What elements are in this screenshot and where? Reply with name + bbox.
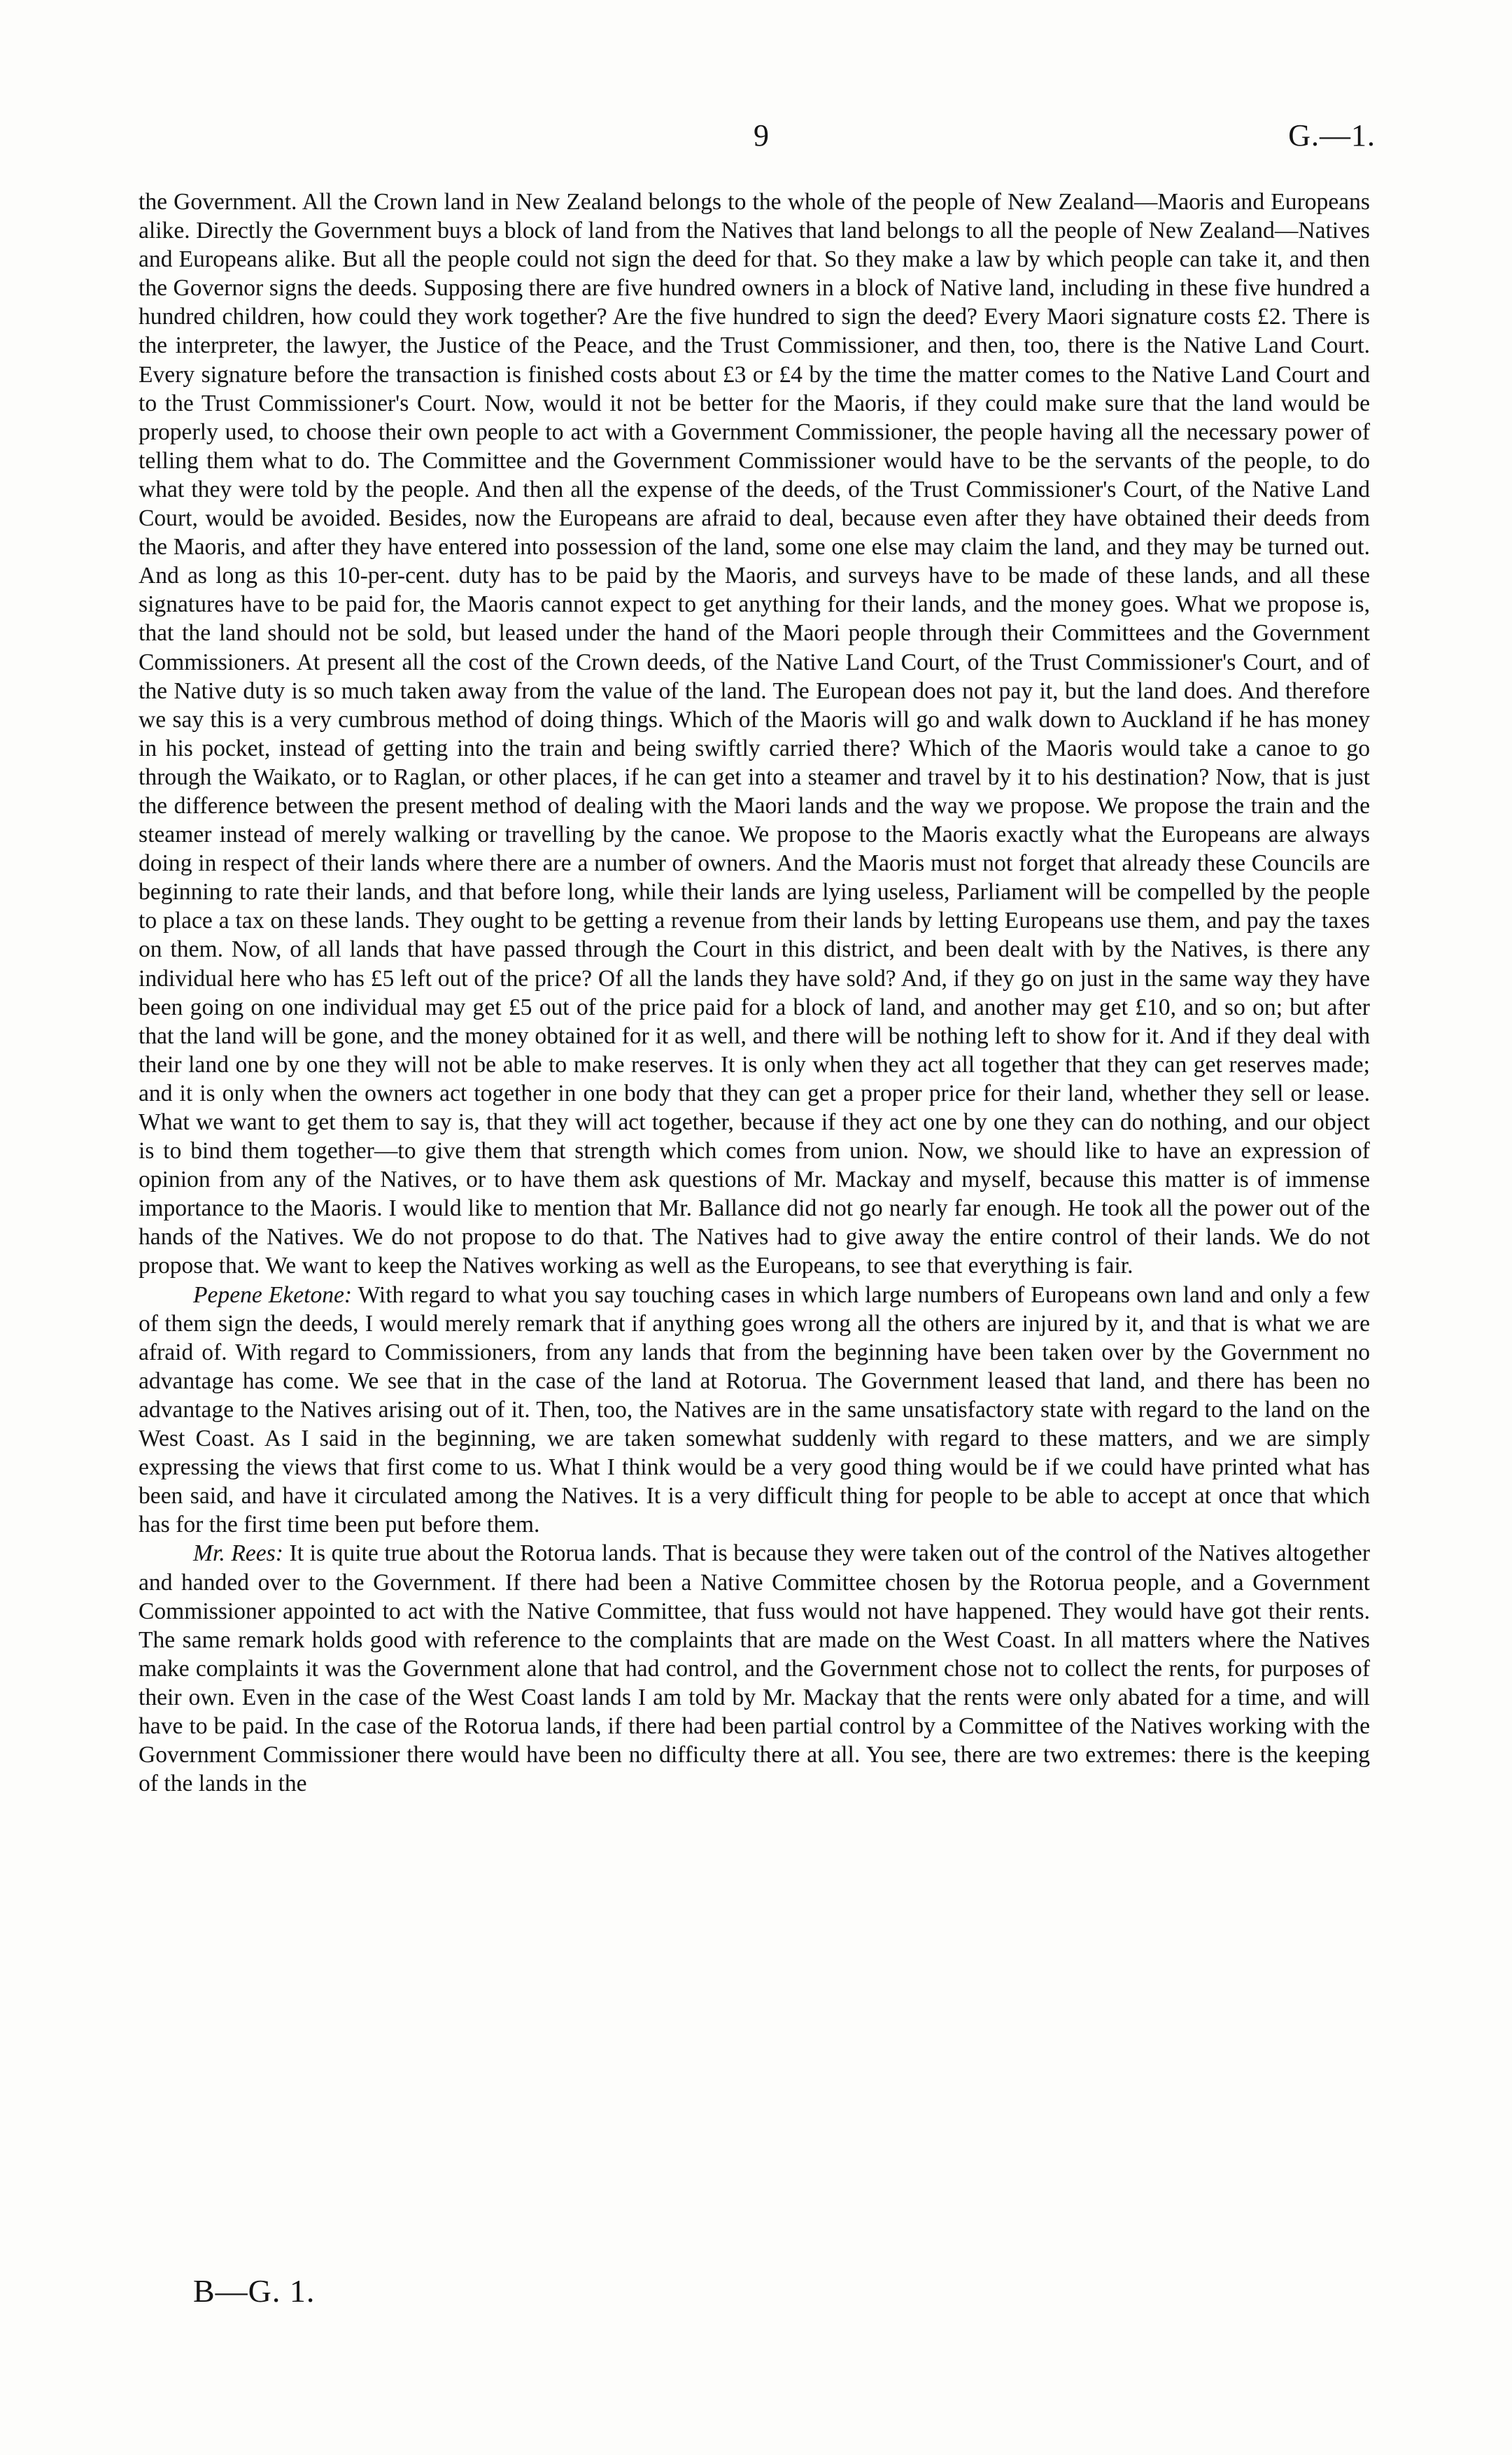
document-code: G.—1. [1288, 118, 1376, 153]
speaker-name: Pepene Eketone: [193, 1281, 353, 1308]
paragraph-continuation [139, 188, 1370, 1281]
speaker-name: Mr. Rees: [193, 1540, 283, 1567]
paragraph-pepene-eketone [139, 1281, 1370, 1540]
paragraph-text: It is quite true about the Rotorua lands. That is because they were taken out of the control of the Natives altogether and handed over to the Government. If there had been a Native Committee chosen by the Rotorua people, and a Government Commissioner appointed to act with the Native Committee, that fuss would not have happened. They would have got their rents. The same remark holds good with reference to the complaints that are made on the West Coast. In all matters where the Natives make complaints it was the Government alone that had control, and the Government chose not to collect the rents, for purposes of their own. Even in the case of the West Coast lands I am told by Mr. Mackay that the rents were only abated for a time, and will have to be paid. In the case of the Rotorua lands, if there had been partial control by a Committee of the Natives working with the Government Commissioner there would have been no difficulty there at all. You see, there are two extremes: there is the keeping of the lands in the [139, 1540, 1371, 1797]
page-number: 9 [754, 118, 769, 153]
printer-signature: B—G. 1. [193, 2273, 316, 2309]
paragraph-text: With regard to what you say touching cases in which large numbers of Europeans own land and only a few of them sign the deeds, I would merely remark that if anything goes wrong all the others are injured by it, and that is what we are afraid of. With regard to Commissioners, from any lands that from the beginning have been taken over by the Government no advantage has come. We see that in the case of the land at Rotorua. The Government leased that land, and there has been no advantage to the Natives arising out of it. Then, too, the Natives are in the same unsatisfactory state with regard to the land on the West Coast. As I said in the beginning, we are taken somewhat suddenly with regard to these matters, and we are simply expressing the views that first come to us. What I think would be a very good thing would be if we could have printed what has been said, and have it circulated among the Natives. It is a very difficult thing for people to be able to accept at once that which has for the first time been put before them. [139, 1281, 1370, 1538]
body-text [139, 188, 1370, 1798]
paragraph-mr-rees [139, 1539, 1370, 1798]
paragraph-text: the Government. All the Crown land in New Zealand belongs to the whole of the people of New Zealand—Maoris and Europeans alike. Directly the Government buys a block of land from the Natives that land belongs to all the people of New Zealand—Natives and Europeans alike. But all the people could not sign the deed for that. So they make a law by which people can take it, and then the Governor signs the deeds. Supposing there are five hundred owners in a block of Native land, including in these five hundred a hundred children, how could they work together? Are the five hundred to sign the deed? Every Maori signature costs £2. There is the interpreter, the lawyer, the Justice of the Peace, and the Trust Commissioner, and then, too, there is the Native Land Court. Every signature before the transaction is finished costs about £3 or £4 by the time the matter comes to the Native Land Court and to the Trust Commissioner's Court. Now, would it not be better for the Maoris, if they could make sure that the land would be properly used, to choose their own people to act with a Government Commissioner, the people having all the necessary power of telling them what to do. The Committee and the Government Commissioner would have to be the servants of the people, to do what they were told by the people. And then all the expense of the deeds, of the Trust Commissioner's Court, of the Native Land Court, would be avoided. Besides, now the Europeans are afraid to deal, because even after they have obtained their deeds from the Maoris, and after they have entered into possession of the land, some one else may claim the land, and they may be turned out. And as long as this 10-per-cent. duty has to be paid by the Maoris, and surveys have to be made of these lands, and all these signatures have to be paid for, the Maoris cannot expect to get anything for their lands, and the money goes. What we propose is, that the land should not be sold, but leased under the hand of the Maori people through their Committees and the Government Commissioners. At present all the cost of the Crown deeds, of the Native Land Court, of the Trust Commissioner's Court, and of the Native duty is so much taken away from the value of the land. The European does not pay it, but the land does. And therefore we say this is a very cumbrous method of doing things. Which of the Maoris will go and walk down to Auckland if he has money in his pocket, instead of getting into the train and being swiftly carried there? Which of the Maoris would take a canoe to go through the Waikato, or to Raglan, or other places, if he can get into a steamer and travel by it to his destination? Now, that is just the difference between the present method of dealing with the Maori lands and the way we propose. We propose the train and the steamer instead of merely walking or travelling by the canoe. We propose to the Maoris exactly what the Europeans are always doing in respect of their lands where there are a number of owners. And the Maoris must not forget that already these Councils are beginning to rate their lands, and that before long, while their lands are lying useless, Parliament will be compelled by the people to place a tax on these lands. They ought to be getting a revenue from their lands by letting Europeans use them, and pay the taxes on them. Now, of all lands that have passed through the Court in this district, and been dealt with by the Natives, is there any individual here who has £5 left out of the price? Of all the lands they have sold? And, if they go on just in the same way they have been going on one individual may get £5 out of the price paid for a block of land, and another may get £10, and so on; but after that the land will be gone, and the money obtained for it as well, and there will be nothing left to show for it. And if they deal with their land one by one they will not be able to make reserves. It is only when they act all together that they can get reserves made; and it is only when the owners act together in one body that they can get a proper price for their land, whether they sell or lease. What we want to get them to say is, that they will act together, because if they act one by one they can do nothing, and our object is to bind them together—to give them that strength which comes from union. Now, we should like to have an expression of opinion from any of the Natives, or to have them ask questions of Mr. Mackay and myself, because this matter is of immense importance to the Maoris. I would like to mention that Mr. Ballance did not go nearly far enough. He took all the power out of the hands of the Natives. We do not propose to do that. The Natives had to give away the entire control of their lands. We do not propose that. We want to keep the Natives working as well as the Europeans, to see that everything is fair. [139, 189, 1370, 1279]
